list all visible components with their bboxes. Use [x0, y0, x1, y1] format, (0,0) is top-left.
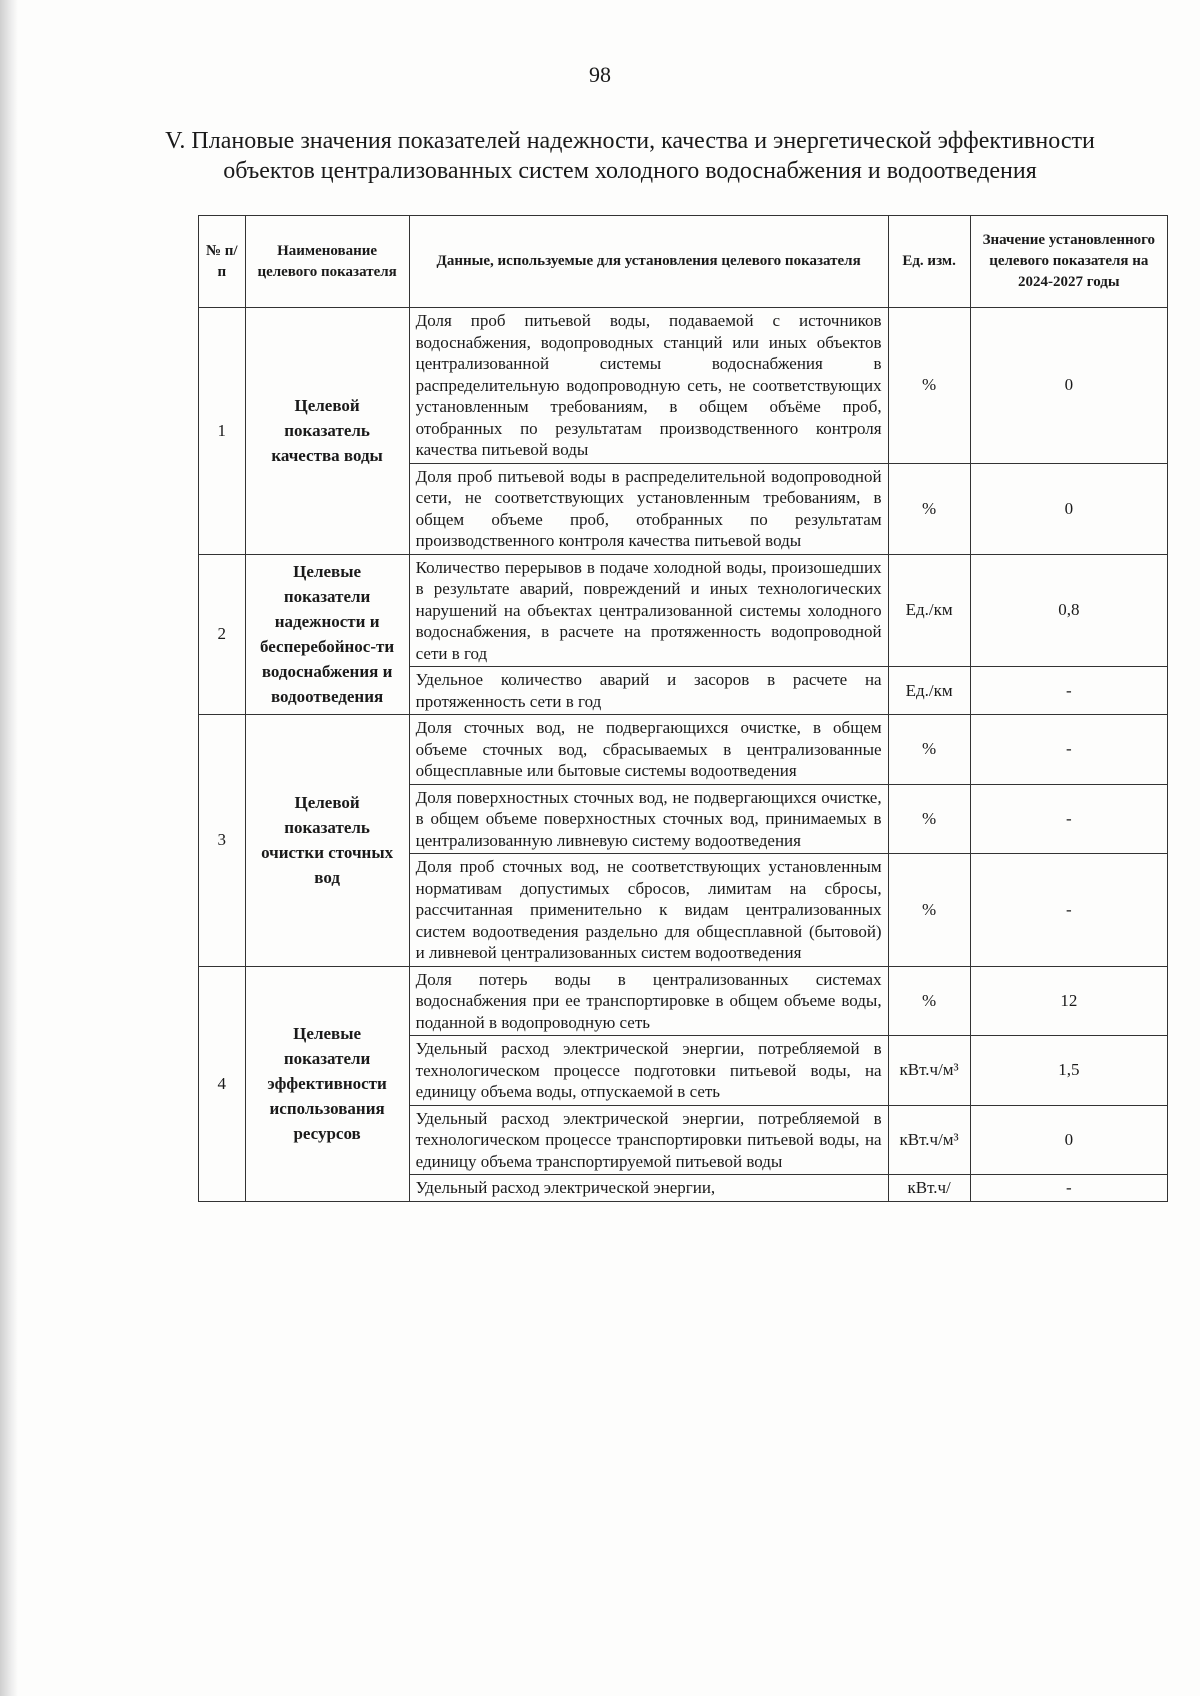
group-name: Целевой показатель очистки сточных вод — [245, 715, 409, 967]
group-name: Целевые показатели эффективности использования ресурсов — [245, 966, 409, 1202]
row-value: 0,8 — [970, 554, 1167, 667]
row-unit: кВт.ч/м³ — [888, 1036, 970, 1106]
group-num: 1 — [199, 308, 246, 555]
row-value: - — [970, 854, 1167, 967]
row-unit: % — [888, 715, 970, 785]
row-data: Доля поверхностных сточных вод, не подвергающихся очистке, в общем объеме поверхностных сточных вод, принимаемых в централизованную ливневую систему водоотведения — [409, 784, 888, 854]
header-data: Данные, используемые для установления целевого показателя — [409, 216, 888, 308]
row-data: Доля потерь воды в централизованных системах водоснабжения при ее транспортировке в общем объеме воды, поданной в водопроводную сеть — [409, 966, 888, 1036]
table-row — [199, 554, 1168, 667]
row-unit: % — [888, 966, 970, 1036]
page-number: 98 — [589, 62, 611, 87]
row-data: Удельный расход электрической энергии, потребляемой в технологическом процессе подготовки питьевой воды, на единицу объема воды, отпускаемой в сеть — [409, 1036, 888, 1106]
row-data: Удельный расход электрической энергии, — [409, 1175, 888, 1202]
header-num: № п/п — [199, 216, 246, 308]
row-data: Доля проб сточных вод, не соответствующих установленным нормативам допустимых сбросов, лимитам на сбросы, рассчитанная применительно к видам централизованных систем водоотведения раздельно для общесплавной (бытовой) и ливневой централизованных систем водоотведения — [409, 854, 888, 967]
table-row — [199, 308, 1168, 464]
row-data: Количество перерывов в подаче холодной воды, произошедших в результате аварий, повреждений и иных технологических нарушений на объектах централизованной системы холодного водоснабжения, в расчете на протяженность водопроводной сети в год — [409, 554, 888, 667]
table-header-row — [199, 216, 1168, 308]
row-data: Удельное количество аварий и засоров в расчете на протяженность сети в год — [409, 667, 888, 715]
row-unit: кВт.ч/м³ — [888, 1105, 970, 1175]
table-row — [199, 715, 1168, 785]
row-value: - — [970, 667, 1167, 715]
group-num: 4 — [199, 966, 246, 1202]
row-unit: % — [888, 854, 970, 967]
row-data: Удельный расход электрической энергии, потребляемой в технологическом процессе транспортировки питьевой воды, на единицу объема транспортируемой питьевой воды — [409, 1105, 888, 1175]
group-name: Целевые показатели надежности и бесперебойнос-ти водоснабжения и водоотведения — [245, 554, 409, 715]
row-data: Доля сточных вод, не подвергающихся очистке, в общем объеме сточных вод, сбрасываемых в централизованные общесплавные или бытовые системы водоотведения — [409, 715, 888, 785]
group-name: Целевой показатель качества воды — [245, 308, 409, 555]
header-name: Наименование целевого показателя — [245, 216, 409, 308]
row-value: 0 — [970, 463, 1167, 554]
row-value: - — [970, 1175, 1167, 1202]
row-unit: Ед./км — [888, 554, 970, 667]
row-value: 12 — [970, 966, 1167, 1036]
row-unit: % — [888, 308, 970, 464]
indicators-table — [198, 215, 1168, 1202]
header-value: Значение установленного целевого показателя на 2024-2027 годы — [970, 216, 1167, 308]
row-unit: % — [888, 463, 970, 554]
header-unit: Ед. изм. — [888, 216, 970, 308]
section-title: V. Плановые значения показателей надежности, качества и энергетической эффективности объектов централизованных систем холодного водоснабжения и водоотведения — [165, 128, 1095, 184]
row-value: - — [970, 784, 1167, 854]
scan-edge — [0, 0, 18, 1696]
table-row — [199, 966, 1168, 1036]
row-value: - — [970, 715, 1167, 785]
group-num: 2 — [199, 554, 246, 715]
row-unit: Ед./км — [888, 667, 970, 715]
row-value: 1,5 — [970, 1036, 1167, 1106]
group-num: 3 — [199, 715, 246, 967]
row-data: Доля проб питьевой воды в распределительной водопроводной сети, не соответствующих установленным требованиям, в общем объеме проб, отобранных по результатам производственного контроля качества питьевой воды — [409, 463, 888, 554]
row-value: 0 — [970, 1105, 1167, 1175]
row-unit: кВт.ч/ — [888, 1175, 970, 1202]
row-data: Доля проб питьевой воды, подаваемой с источников водоснабжения, водопроводных станций или иных объектов централизованной системы водоснабжения в распределительную водопроводную сеть, не соответствующих установленным требованиям, в общем объёме проб, отобранных по результатам производственного контроля качества питьевой воды — [409, 308, 888, 464]
row-value: 0 — [970, 308, 1167, 464]
row-unit: % — [888, 784, 970, 854]
